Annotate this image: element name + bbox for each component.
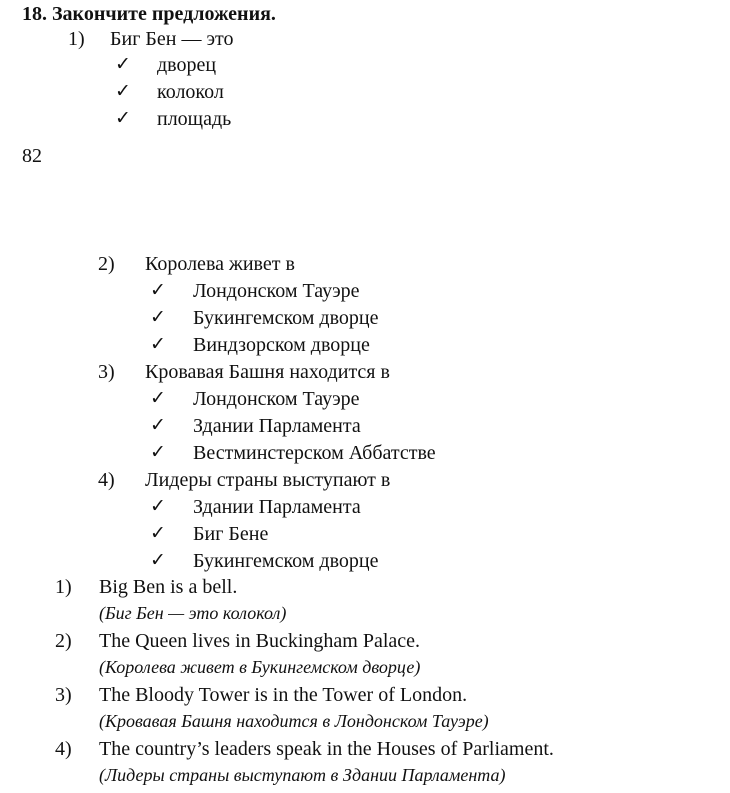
answer-1-number: 1) <box>55 576 72 598</box>
answer-3-translation: (Кровавая Башня находится в Лондонском Тауэре) <box>99 711 489 731</box>
check-mark-icon: ✓ <box>150 279 166 301</box>
answer-3-english: The Bloody Tower is in the Tower of London. <box>99 684 468 706</box>
q1-option-2: колокол <box>157 81 224 103</box>
q3-option-3: Вестминстерском Аббатстве <box>193 442 436 464</box>
question-1-text: Биг Бен — это <box>110 28 234 50</box>
question-3-text: Кровавая Башня находится в <box>145 361 390 383</box>
answer-2-translation: (Королева живет в Букингемском дворце) <box>99 657 421 677</box>
q3-option-1: Лондонском Тауэре <box>193 388 360 410</box>
check-mark-icon: ✓ <box>150 387 166 409</box>
check-mark-icon: ✓ <box>150 549 166 571</box>
question-3-number: 3) <box>98 361 115 383</box>
question-2-text: Королева живет в <box>145 253 295 275</box>
answer-4-translation: (Лидеры страны выступают в Здании Парламента) <box>99 765 506 785</box>
answer-2-number: 2) <box>55 630 72 652</box>
q4-option-3: Букингемском дворце <box>193 550 379 572</box>
check-mark-icon: ✓ <box>150 522 166 544</box>
check-mark-icon: ✓ <box>150 414 166 436</box>
q3-option-2: Здании Парламента <box>193 415 361 437</box>
answer-4-number: 4) <box>55 738 72 760</box>
check-mark-icon: ✓ <box>115 107 131 129</box>
answer-1-english: Big Ben is a bell. <box>99 576 238 598</box>
answer-3-number: 3) <box>55 684 72 706</box>
question-2-number: 2) <box>98 253 115 275</box>
check-mark-icon: ✓ <box>115 53 131 75</box>
check-mark-icon: ✓ <box>115 80 131 102</box>
check-mark-icon: ✓ <box>150 306 166 328</box>
answer-2-english: The Queen lives in Buckingham Palace. <box>99 630 421 652</box>
question-1-number: 1) <box>68 28 85 50</box>
check-mark-icon: ✓ <box>150 333 166 355</box>
question-4-text: Лидеры страны выступают в <box>145 469 391 491</box>
q1-option-3: площадь <box>157 108 232 130</box>
q4-option-1: Здании Парламента <box>193 496 361 518</box>
answer-1-translation: (Биг Бен — это колокол) <box>99 603 287 623</box>
q1-option-1: дворец <box>157 54 217 76</box>
q2-option-1: Лондонском Тауэре <box>193 280 360 302</box>
page-number: 82 <box>22 145 42 167</box>
exercise-title: 18. Закончите предложения. <box>22 3 276 25</box>
question-4-number: 4) <box>98 469 115 491</box>
q2-option-2: Букингемском дворце <box>193 307 379 329</box>
q4-option-2: Биг Бене <box>193 523 269 545</box>
check-mark-icon: ✓ <box>150 495 166 517</box>
answer-4-english: The country’s leaders speak in the Houses of Parliament. <box>99 738 554 760</box>
check-mark-icon: ✓ <box>150 441 166 463</box>
q2-option-3: Виндзорском дворце <box>193 334 370 356</box>
